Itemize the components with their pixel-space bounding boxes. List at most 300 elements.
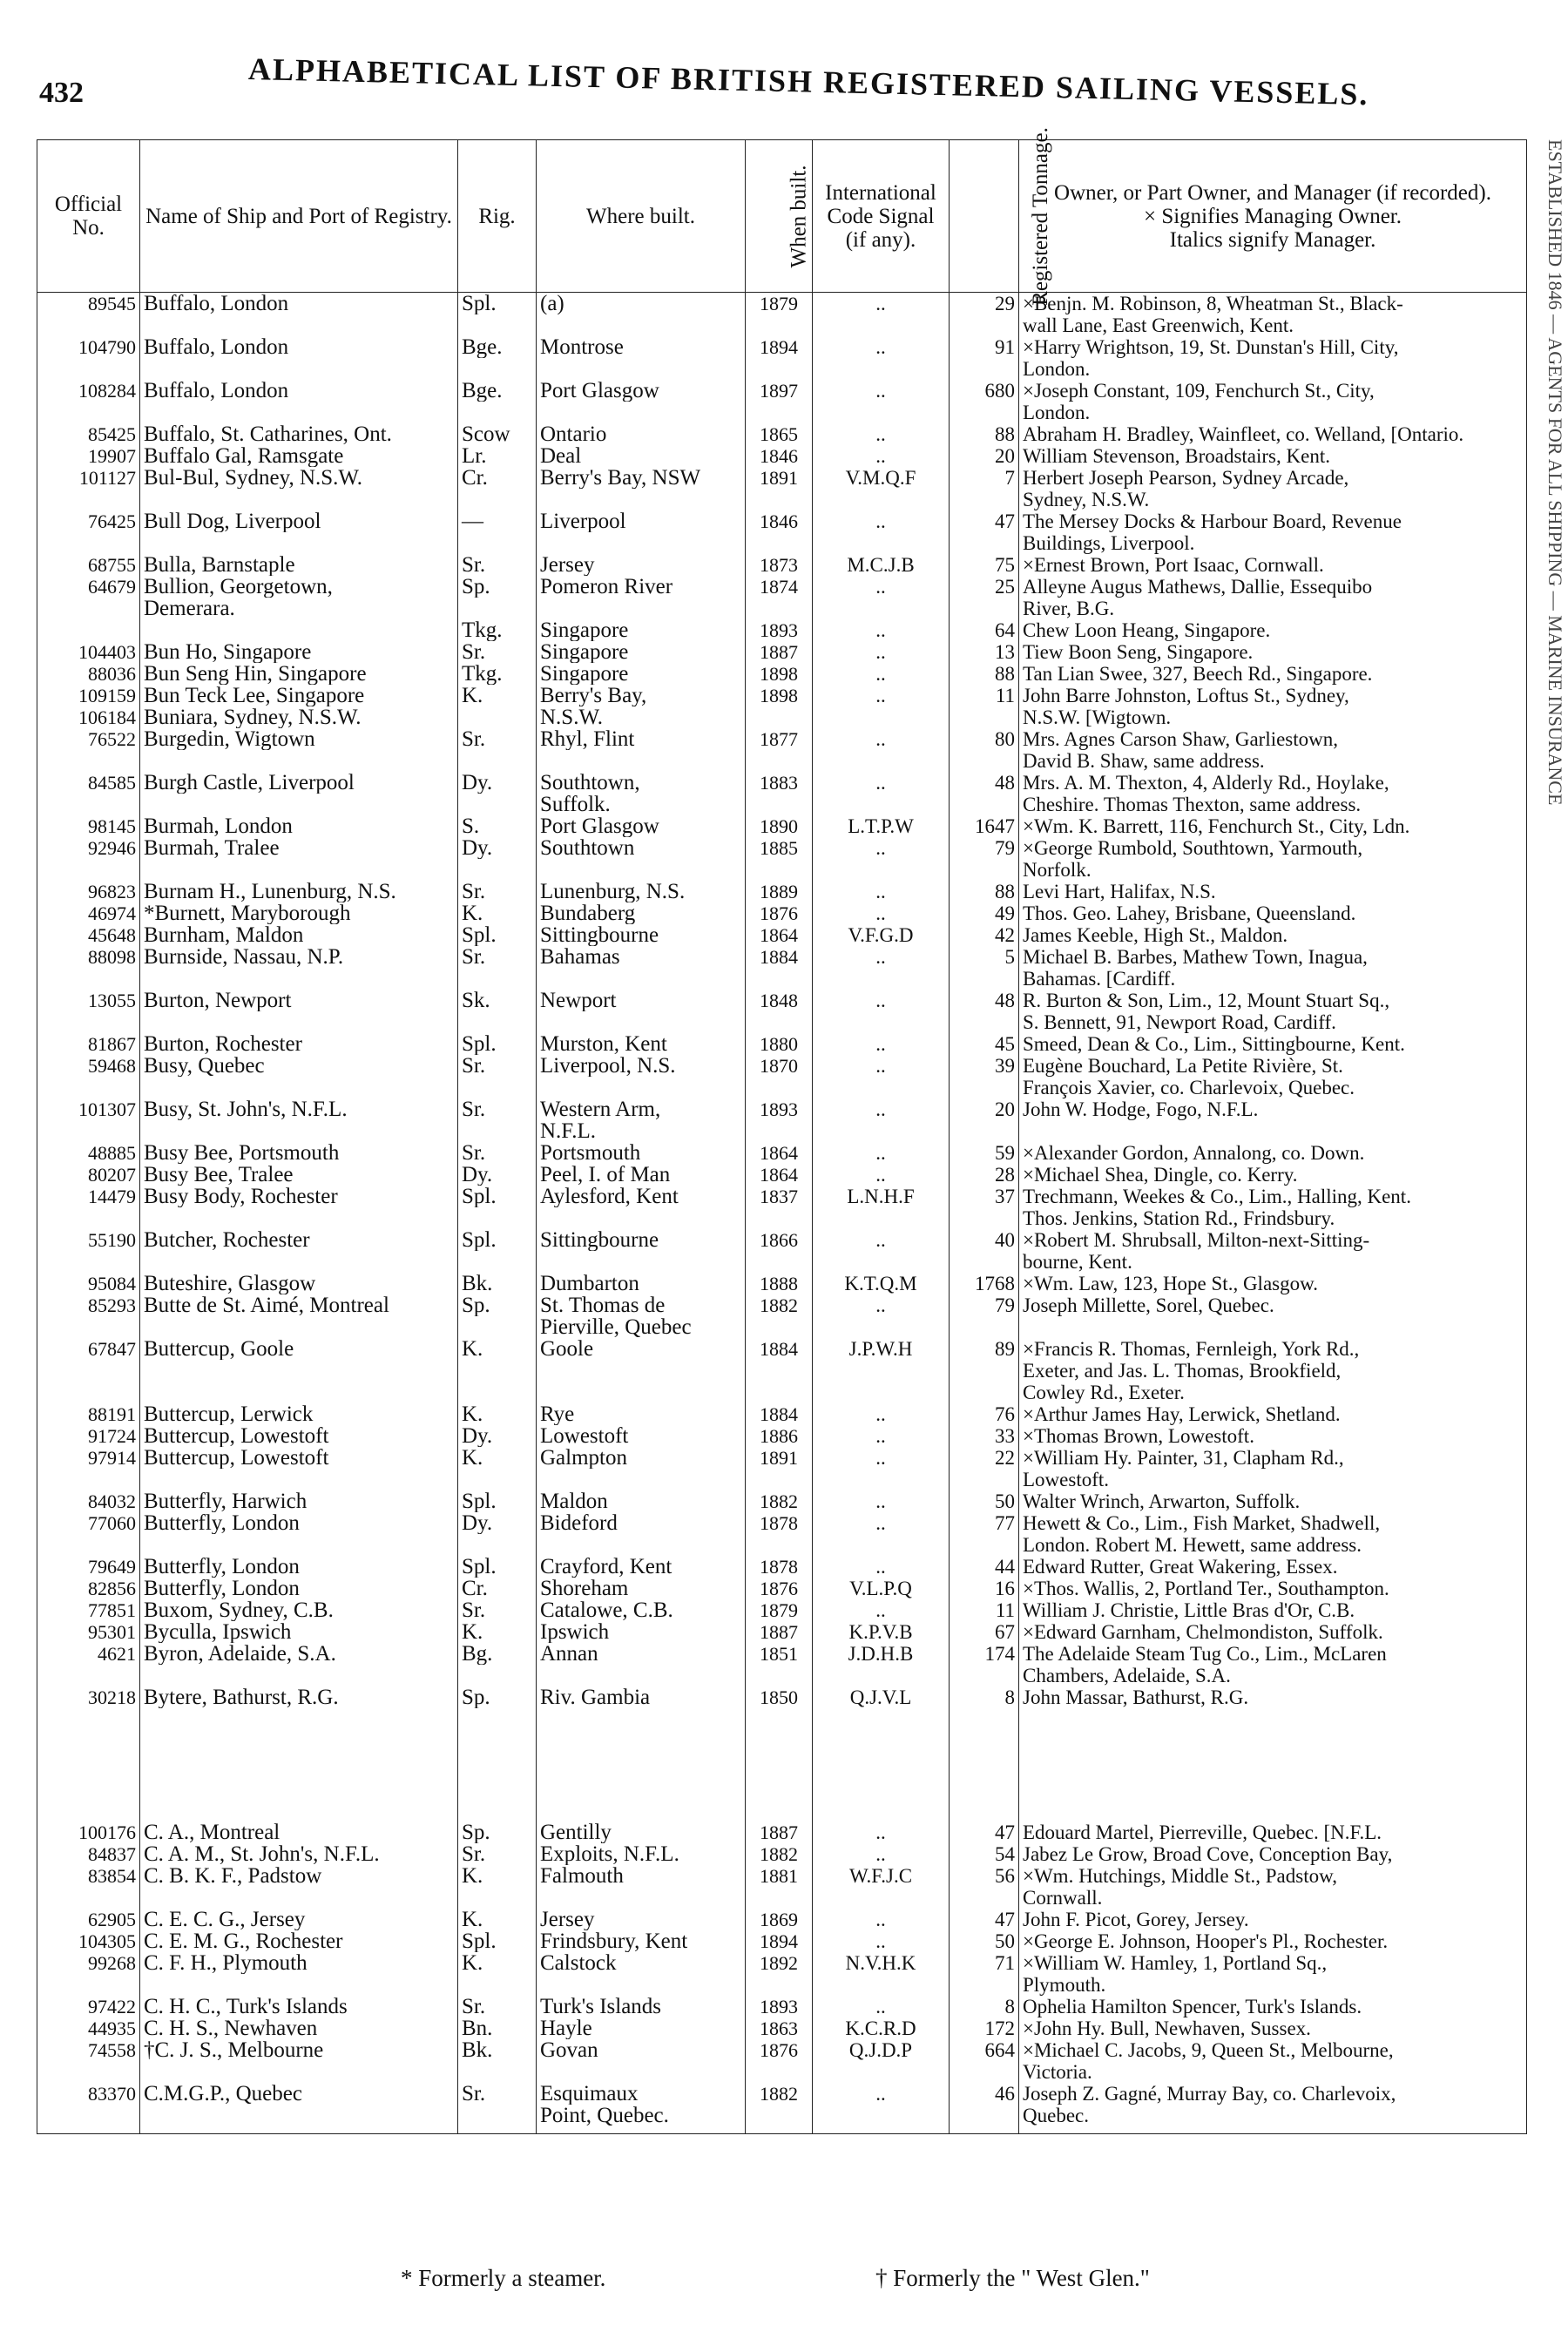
cell-when: [746, 1974, 813, 1996]
cell-owner: Cheshire. Thomas Thexton, same address.: [1019, 794, 1527, 815]
cell-name: [140, 402, 458, 423]
cell-no: 104790: [37, 336, 140, 358]
cell-ton: [950, 794, 1019, 815]
cell-ton: 20: [950, 445, 1019, 467]
cell-where: Port Glasgow: [537, 380, 746, 402]
cell-no: 82856: [37, 1578, 140, 1599]
cell-code: [813, 1382, 950, 1403]
cell-name: Buffalo Gal, Ramsgate: [140, 445, 458, 467]
cell-where: [537, 1207, 746, 1229]
table-bottom-row: [37, 2126, 1527, 2134]
cell-ton: 89: [950, 1338, 1019, 1360]
cell-ton: 80: [950, 728, 1019, 750]
header-owner: [1019, 140, 1527, 293]
cell-where: Galmpton: [537, 1447, 746, 1469]
cell-no: 101127: [37, 467, 140, 489]
cell-no: 79649: [37, 1556, 140, 1578]
cell-no: 44935: [37, 2017, 140, 2039]
table-row: [37, 380, 1527, 402]
cell-name: [140, 1316, 458, 1338]
cell-name: [140, 619, 458, 641]
cell-rig: [458, 1316, 537, 1338]
cell-code: L.N.H.F: [813, 1186, 950, 1207]
rows-c-section: [37, 1821, 1527, 2126]
cell-code: [813, 1974, 950, 1996]
cell-owner: ×Wm. K. Barrett, 116, Fenchurch St., City, Ldn.: [1019, 815, 1527, 837]
table-row: [37, 1382, 1527, 1403]
cell-owner: Cowley Rd., Exeter.: [1019, 1382, 1527, 1403]
table-row: [37, 685, 1527, 706]
cell-when: 1891: [746, 1447, 813, 1469]
cell-ton: 50: [950, 1930, 1019, 1952]
cell-ton: 5: [950, 946, 1019, 968]
cell-when: 1851: [746, 1643, 813, 1665]
cell-rig: Sr.: [458, 946, 537, 968]
cell-where: Newport: [537, 990, 746, 1011]
cell-rig: [458, 2105, 537, 2126]
table-row: [37, 1011, 1527, 1033]
cell-name: [140, 750, 458, 772]
cell-no: 92946: [37, 837, 140, 859]
cell-where: (a): [537, 293, 746, 315]
cell-no: [37, 1887, 140, 1909]
cell-owner: Norfolk.: [1019, 859, 1527, 881]
cell-name: Bun Seng Hin, Singapore: [140, 663, 458, 685]
cell-no: 62905: [37, 1909, 140, 1930]
cell-ton: [950, 750, 1019, 772]
cell-rig: [458, 1207, 537, 1229]
cell-owner: London. Robert M. Hewett, same address.: [1019, 1534, 1527, 1556]
table-row: [37, 1207, 1527, 1229]
cell-code: [813, 1011, 950, 1033]
table-row: [37, 1033, 1527, 1055]
cell-code: ..: [813, 1164, 950, 1186]
cell-owner: ×Michael C. Jacobs, 9, Queen St., Melbourne,: [1019, 2039, 1527, 2061]
cell-ton: 56: [950, 1865, 1019, 1887]
cell-rig: K.: [458, 1403, 537, 1425]
cell-rig: Sr.: [458, 2083, 537, 2105]
cell-when: [746, 2105, 813, 2126]
cell-no: [37, 1382, 140, 1403]
cell-rig: S.: [458, 815, 537, 837]
cell-owner: Lowestoft.: [1019, 1469, 1527, 1490]
cell-owner: ×Francis R. Thomas, Fernleigh, York Rd.,: [1019, 1338, 1527, 1360]
cell-code: ..: [813, 423, 950, 445]
cell-no: 88036: [37, 663, 140, 685]
cell-where: Aylesford, Kent: [537, 1186, 746, 1207]
cell-ton: [950, 859, 1019, 881]
cell-no: [37, 489, 140, 510]
cell-no: 81867: [37, 1033, 140, 1055]
cell-owner: Edouard Martel, Pierreville, Quebec. [N.F.L.: [1019, 1821, 1527, 1843]
cell-rig: Scow: [458, 423, 537, 445]
cell-where: Riv. Gambia: [537, 1686, 746, 1708]
cell-when: 1894: [746, 1930, 813, 1952]
table-row: [37, 467, 1527, 489]
table-row: [37, 968, 1527, 990]
cell-ton: [950, 1665, 1019, 1686]
cell-name: [140, 1665, 458, 1686]
cell-when: 1889: [746, 881, 813, 902]
table-row: [37, 750, 1527, 772]
cell-no: 76425: [37, 510, 140, 532]
table-row: [37, 772, 1527, 794]
cell-where: [537, 402, 746, 423]
cell-name: C. E. C. G., Jersey: [140, 1909, 458, 1930]
cell-ton: 44: [950, 1556, 1019, 1578]
cell-owner: Quebec.: [1019, 2105, 1527, 2126]
cell-when: 1886: [746, 1425, 813, 1447]
cell-code: ..: [813, 2083, 950, 2105]
cell-owner: Michael B. Barbes, Mathew Town, Inagua,: [1019, 946, 1527, 968]
cell-rig: [458, 1251, 537, 1273]
cell-owner: Buildings, Liverpool.: [1019, 532, 1527, 554]
cell-where: Liverpool: [537, 510, 746, 532]
table-row: [37, 1534, 1527, 1556]
cell-rig: [458, 1469, 537, 1490]
cell-where: Govan: [537, 2039, 746, 2061]
cell-owner: Sydney, N.S.W.: [1019, 489, 1527, 510]
cell-rig: [458, 1360, 537, 1382]
cell-code: M.C.J.B: [813, 554, 950, 576]
cell-ton: 77: [950, 1512, 1019, 1534]
cell-owner: Victoria.: [1019, 2061, 1527, 2083]
cell-name: [140, 532, 458, 554]
cell-no: 4621: [37, 1643, 140, 1665]
cell-when: 1898: [746, 685, 813, 706]
cell-ton: [950, 489, 1019, 510]
cell-when: 1876: [746, 902, 813, 924]
cell-name: *Burnett, Maryborough: [140, 902, 458, 924]
cell-owner: ×Joseph Constant, 109, Fenchurch St., City,: [1019, 380, 1527, 402]
cell-code: ..: [813, 641, 950, 663]
cell-code: K.C.R.D: [813, 2017, 950, 2039]
cell-code: ..: [813, 837, 950, 859]
cell-ton: [950, 358, 1019, 380]
cell-no: 76522: [37, 728, 140, 750]
cell-rig: [458, 489, 537, 510]
cell-no: [37, 1974, 140, 1996]
cell-where: Bahamas: [537, 946, 746, 968]
cell-code: ..: [813, 1512, 950, 1534]
table-row: [37, 1556, 1527, 1578]
cell-code: ..: [813, 685, 950, 706]
cell-when: 1890: [746, 815, 813, 837]
cell-owner: Bahamas. [Cardiff.: [1019, 968, 1527, 990]
cell-when: [746, 1207, 813, 1229]
header-where-built: Where built.: [537, 140, 746, 293]
cell-no: 101307: [37, 1098, 140, 1120]
cell-ton: [950, 1251, 1019, 1273]
cell-name: C. H. C., Turk's Islands: [140, 1996, 458, 2017]
cell-where: [537, 1469, 746, 1490]
cell-owner: Chambers, Adelaide, S.A.: [1019, 1665, 1527, 1686]
table-row: [37, 1294, 1527, 1316]
cell-code: ..: [813, 1599, 950, 1621]
cell-name: Burton, Rochester: [140, 1033, 458, 1055]
cell-rig: K.: [458, 1447, 537, 1469]
cell-rig: Bg.: [458, 1643, 537, 1665]
table-row: [37, 1447, 1527, 1469]
cell-ton: 40: [950, 1229, 1019, 1251]
cell-rig: Sr.: [458, 1996, 537, 2017]
cell-code: ..: [813, 1425, 950, 1447]
cell-name: Butterfly, London: [140, 1578, 458, 1599]
table-row: [37, 881, 1527, 902]
cell-ton: 45: [950, 1033, 1019, 1055]
header-official-no: Official No.: [37, 140, 140, 293]
table-row: [37, 1338, 1527, 1360]
cell-code: ..: [813, 1821, 950, 1843]
cell-when: [746, 402, 813, 423]
cell-ton: 39: [950, 1055, 1019, 1077]
cell-owner: bourne, Kent.: [1019, 1251, 1527, 1273]
cell-ton: [950, 2061, 1019, 2083]
cell-owner: ×Michael Shea, Dingle, co. Kerry.: [1019, 1164, 1527, 1186]
cell-no: 68755: [37, 554, 140, 576]
cell-when: [746, 358, 813, 380]
cell-when: 1893: [746, 1996, 813, 2017]
cell-name: Buttercup, Lerwick: [140, 1403, 458, 1425]
table-row: [37, 946, 1527, 968]
cell-code: ..: [813, 1909, 950, 1930]
cell-no: 85293: [37, 1294, 140, 1316]
cell-rig: Dy.: [458, 772, 537, 794]
table-row: [37, 1403, 1527, 1425]
cell-name: [140, 2105, 458, 2126]
cell-when: 1874: [746, 576, 813, 598]
cell-code: [813, 1665, 950, 1686]
cell-no: 59468: [37, 1055, 140, 1077]
cell-rig: Tkg.: [458, 619, 537, 641]
cell-when: [746, 532, 813, 554]
cell-rig: [458, 598, 537, 619]
cell-owner: Plymouth.: [1019, 1974, 1527, 1996]
cell-ton: 8: [950, 1686, 1019, 1708]
cell-when: [746, 859, 813, 881]
cell-code: V.L.P.Q: [813, 1578, 950, 1599]
cell-rig: [458, 358, 537, 380]
margin-edge-text: ESTABLISHED 1846 — AGENTS FOR ALL SHIPPING — MARINE INSURANCE: [1544, 139, 1566, 806]
cell-ton: 13: [950, 641, 1019, 663]
cell-where: Sittingbourne: [537, 924, 746, 946]
cell-name: C. A. M., St. John's, N.F.L.: [140, 1843, 458, 1865]
table-row: [37, 2039, 1527, 2061]
page-number: 432: [39, 77, 84, 109]
cell-no: 97914: [37, 1447, 140, 1469]
cell-owner: Eugène Bouchard, La Petite Rivière, St.: [1019, 1055, 1527, 1077]
cell-ton: 64: [950, 619, 1019, 641]
cell-ton: 50: [950, 1490, 1019, 1512]
cell-code: [813, 402, 950, 423]
cell-ton: [950, 1360, 1019, 1382]
cell-where: [537, 1011, 746, 1033]
cell-rig: —: [458, 510, 537, 532]
cell-no: 30218: [37, 1686, 140, 1708]
cell-name: Byculla, Ipswich: [140, 1621, 458, 1643]
cell-code: K.P.V.B: [813, 1621, 950, 1643]
cell-code: ..: [813, 990, 950, 1011]
cell-rig: Sr.: [458, 554, 537, 576]
cell-no: [37, 314, 140, 336]
cell-rig: [458, 402, 537, 423]
cell-owner: London.: [1019, 402, 1527, 423]
cell-owner: ×John Hy. Bull, Newhaven, Sussex.: [1019, 2017, 1527, 2039]
cell-name: [140, 1120, 458, 1142]
cell-ton: [950, 1120, 1019, 1142]
cell-where: Peel, I. of Man: [537, 1164, 746, 1186]
cell-no: 13055: [37, 990, 140, 1011]
cell-owner: ×Thomas Brown, Lowestoft.: [1019, 1425, 1527, 1447]
cell-owner: Joseph Millette, Sorel, Quebec.: [1019, 1294, 1527, 1316]
table-row: [37, 1512, 1527, 1534]
cell-owner: [1019, 1316, 1527, 1338]
table-row: [37, 1316, 1527, 1338]
cell-owner: Mrs. A. M. Thexton, 4, Alderly Rd., Hoylake,: [1019, 772, 1527, 794]
cell-when: 1887: [746, 1621, 813, 1643]
cell-name: [140, 1251, 458, 1273]
cell-code: ..: [813, 1996, 950, 2017]
cell-when: [746, 968, 813, 990]
cell-ton: 48: [950, 990, 1019, 1011]
table-row: [37, 554, 1527, 576]
table-row: [37, 336, 1527, 358]
cell-code: [813, 532, 950, 554]
cell-rig: K.: [458, 1909, 537, 1930]
cell-ton: 37: [950, 1186, 1019, 1207]
cell-when: [746, 1316, 813, 1338]
cell-when: 1864: [746, 1164, 813, 1186]
cell-rig: [458, 1077, 537, 1098]
cell-name: [140, 794, 458, 815]
cell-name: [140, 1974, 458, 1996]
table-row: [37, 2061, 1527, 2083]
cell-when: [746, 1251, 813, 1273]
cell-where: Berry's Bay,: [537, 685, 746, 706]
cell-name: [140, 1207, 458, 1229]
cell-ton: 42: [950, 924, 1019, 946]
cell-rig: [458, 968, 537, 990]
table-row: [37, 1098, 1527, 1120]
cell-ton: 1768: [950, 1273, 1019, 1294]
cell-name: Burnside, Nassau, N.P.: [140, 946, 458, 968]
cell-code: [813, 968, 950, 990]
cell-when: 1891: [746, 467, 813, 489]
cell-owner: ×William Hy. Painter, 31, Clapham Rd.,: [1019, 1447, 1527, 1469]
cell-owner: Cornwall.: [1019, 1887, 1527, 1909]
cell-ton: [950, 1974, 1019, 1996]
header-row: [37, 140, 1527, 293]
table-row: [37, 489, 1527, 510]
cell-code: K.T.Q.M: [813, 1273, 950, 1294]
cell-where: [537, 314, 746, 336]
cell-code: ..: [813, 902, 950, 924]
cell-rig: [458, 794, 537, 815]
cell-ton: 7: [950, 467, 1019, 489]
cell-code: [813, 2105, 950, 2126]
cell-where: Montrose: [537, 336, 746, 358]
cell-no: 99268: [37, 1952, 140, 1974]
cell-rig: [458, 1887, 537, 1909]
cell-rig: Bk.: [458, 1273, 537, 1294]
cell-code: V.M.Q.F: [813, 467, 950, 489]
table-row: [37, 641, 1527, 663]
cell-code: ..: [813, 946, 950, 968]
cell-ton: 76: [950, 1403, 1019, 1425]
page-title: ALPHABETICAL LIST OF BRITISH REGISTERED SAILING VESSELS.: [247, 51, 1369, 112]
cell-owner: Abraham H. Bradley, Wainfleet, co. Welland, [Ontario.: [1019, 423, 1527, 445]
cell-where: Suffolk.: [537, 794, 746, 815]
cell-where: [537, 968, 746, 990]
section-gap-row: [37, 1708, 1527, 1821]
cell-no: 91724: [37, 1425, 140, 1447]
cell-code: W.F.J.C: [813, 1865, 950, 1887]
table-row: [37, 663, 1527, 685]
cell-ton: 20: [950, 1098, 1019, 1120]
table-row: [37, 728, 1527, 750]
cell-code: [813, 1316, 950, 1338]
cell-when: 1873: [746, 554, 813, 576]
cell-rig: [458, 1665, 537, 1686]
cell-name: [140, 1011, 458, 1033]
cell-owner: Trechmann, Weekes & Co., Lim., Halling, Kent.: [1019, 1186, 1527, 1207]
cell-ton: 680: [950, 380, 1019, 402]
cell-ton: [950, 1207, 1019, 1229]
cell-rig: Lr.: [458, 445, 537, 467]
cell-name: [140, 2061, 458, 2083]
cell-ton: 174: [950, 1643, 1019, 1665]
cell-when: 1878: [746, 1512, 813, 1534]
table-row: [37, 902, 1527, 924]
cell-rig: Dy.: [458, 1512, 537, 1534]
cell-when: 1866: [746, 1229, 813, 1251]
cell-when: 1883: [746, 772, 813, 794]
cell-code: [813, 598, 950, 619]
cell-no: [37, 532, 140, 554]
cell-no: [37, 1534, 140, 1556]
cell-ton: 16: [950, 1578, 1019, 1599]
cell-where: Portsmouth: [537, 1142, 746, 1164]
cell-rig: Sr.: [458, 1843, 537, 1865]
cell-where: [537, 358, 746, 380]
table-row: [37, 1865, 1527, 1887]
cell-where: Maldon: [537, 1490, 746, 1512]
cell-rig: Spl.: [458, 1186, 537, 1207]
vessel-register-table: [37, 126, 1527, 2134]
cell-name: C.M.G.P., Quebec: [140, 2083, 458, 2105]
cell-owner: Jabez Le Grow, Broad Cove, Conception Bay,: [1019, 1843, 1527, 1865]
cell-rig: Sr.: [458, 1599, 537, 1621]
cell-when: [746, 2061, 813, 2083]
cell-name: [140, 1360, 458, 1382]
cell-ton: 8: [950, 1996, 1019, 2017]
cell-name: Demerara.: [140, 598, 458, 619]
cell-no: 77851: [37, 1599, 140, 1621]
cell-rig: Tkg.: [458, 663, 537, 685]
cell-code: ..: [813, 445, 950, 467]
cell-name: Buteshire, Glasgow: [140, 1273, 458, 1294]
cell-no: [37, 1665, 140, 1686]
cell-name: Burmah, London: [140, 815, 458, 837]
cell-name: [140, 968, 458, 990]
table-row: [37, 619, 1527, 641]
cell-where: Calstock: [537, 1952, 746, 1974]
cell-where: [537, 1974, 746, 1996]
cell-when: 1882: [746, 1843, 813, 1865]
cell-name: Bul-Bul, Sydney, N.S.W.: [140, 467, 458, 489]
cell-code: [813, 794, 950, 815]
cell-no: [37, 1360, 140, 1382]
